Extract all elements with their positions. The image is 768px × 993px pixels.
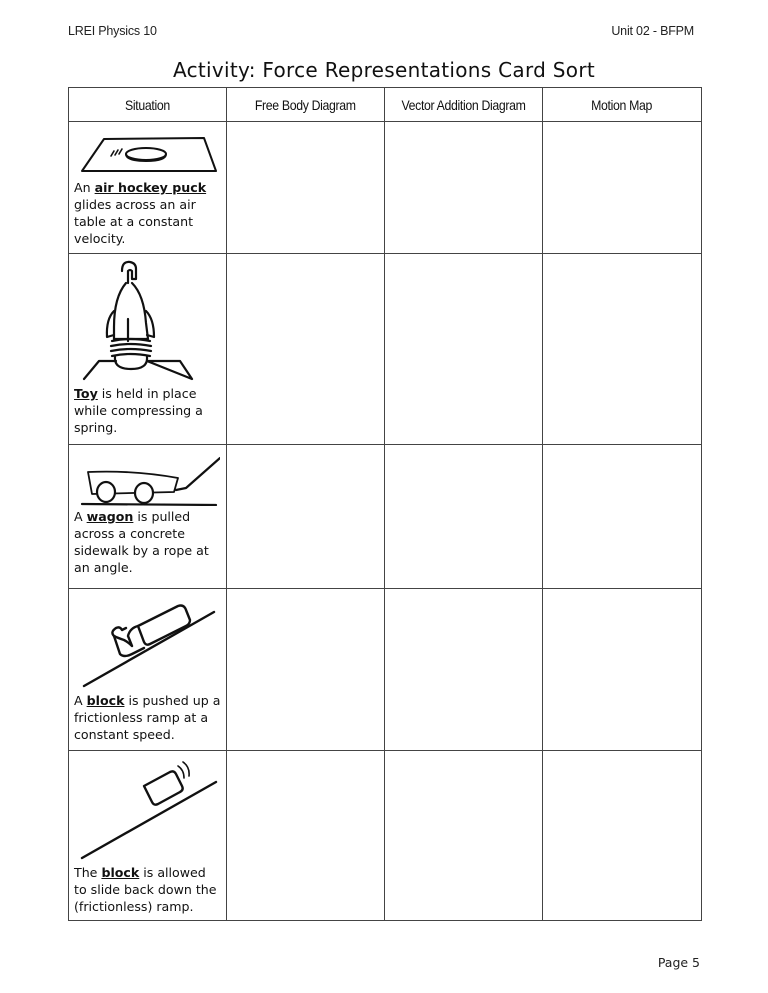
column-header-situation: Situation <box>69 88 227 122</box>
block-sliding-down-ramp-sketch <box>74 754 220 862</box>
free-body-diagram-cell[interactable] <box>227 122 385 254</box>
page-title: Activity: Force Representations Card Sort <box>172 58 596 82</box>
vector-addition-diagram-cell[interactable] <box>385 122 543 254</box>
free-body-diagram-cell[interactable] <box>227 589 385 751</box>
vector-addition-diagram-cell[interactable] <box>385 445 543 589</box>
situation-cell <box>69 122 227 254</box>
air-hockey-puck-sketch <box>74 125 220 177</box>
motion-map-cell[interactable] <box>543 751 702 921</box>
column-header-vector-addition-diagram: Vector Addition Diagram <box>385 88 543 122</box>
table-row <box>69 589 702 751</box>
table-row <box>69 254 702 445</box>
page-number: Page 5 <box>657 955 700 970</box>
motion-map-cell[interactable] <box>543 122 702 254</box>
free-body-diagram-cell[interactable] <box>227 254 385 445</box>
table-row <box>69 445 702 589</box>
motion-map-cell[interactable] <box>543 589 702 751</box>
column-header-free-body-diagram: Free Body Diagram <box>227 88 385 122</box>
situation-cell <box>69 589 227 751</box>
vector-addition-diagram-cell[interactable] <box>385 589 543 751</box>
unit-label: Unit 02 - BFPM <box>611 24 694 38</box>
situation-keyword: wagon <box>86 509 134 524</box>
situation-cell <box>69 751 227 921</box>
situation-cell <box>69 254 227 445</box>
vector-addition-diagram-cell[interactable] <box>385 751 543 921</box>
situation-description: An air hockey puck glides across an air table at a constant velocity. <box>74 180 207 246</box>
free-body-diagram-cell[interactable] <box>227 751 385 921</box>
wagon-sketch <box>74 448 220 506</box>
block-pushed-up-ramp-sketch <box>74 592 220 690</box>
situation-keyword: air hockey puck <box>94 180 207 195</box>
free-body-diagram-cell[interactable] <box>227 445 385 589</box>
situation-description: Toy is held in place while compressing a spring. <box>74 386 203 435</box>
situation-description: A block is pushed up a frictionless ramp at a constant speed. <box>74 693 221 742</box>
card-sort-table <box>68 87 702 921</box>
column-header-motion-map: Motion Map <box>543 88 702 122</box>
situation-description: The block is allowed to slide back down the (frictionless) ramp. <box>74 865 217 914</box>
table-header-row <box>69 88 702 122</box>
situation-keyword: block <box>101 865 140 880</box>
motion-map-cell[interactable] <box>543 445 702 589</box>
table-row <box>69 122 702 254</box>
situation-description: A wagon is pulled across a concrete sidewalk by a rope at an angle. <box>74 509 209 575</box>
motion-map-cell[interactable] <box>543 254 702 445</box>
course-name: LREI Physics 10 <box>68 24 157 38</box>
table-row <box>69 751 702 921</box>
situation-keyword: block <box>86 693 125 708</box>
situation-keyword: Toy <box>74 386 98 401</box>
situation-cell <box>69 445 227 589</box>
vector-addition-diagram-cell[interactable] <box>385 254 543 445</box>
spring-toy-sketch <box>74 257 220 383</box>
